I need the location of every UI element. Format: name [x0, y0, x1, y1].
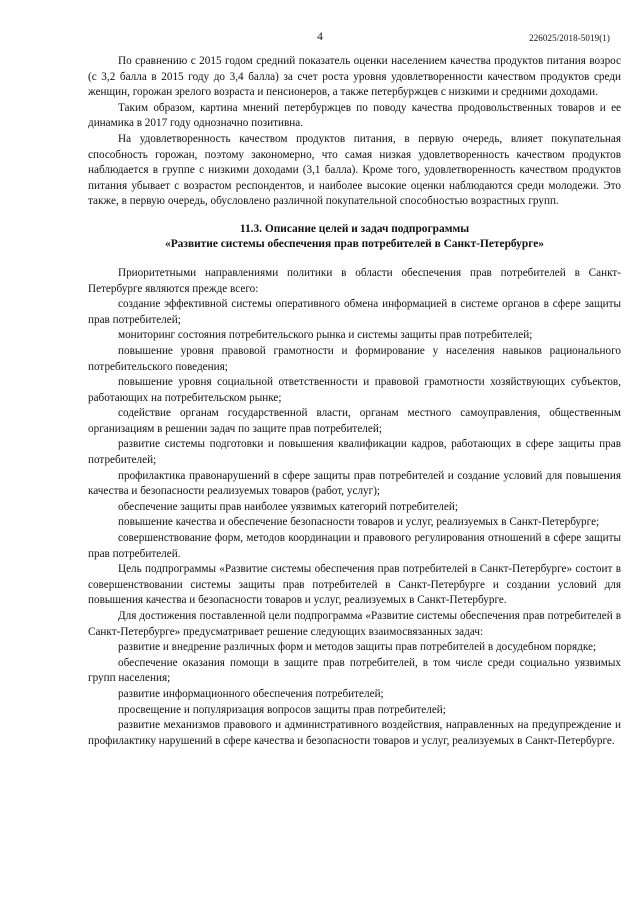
paragraph: На удовлетворенность качеством продуктов питания, в первую очередь, влияет покупательная способность горожан, поэтому закономерно, что самая низкая удовлетворенность качеством продуктов наблюдается в группе с низкими доходами (3,1 балла). Кроме того, удовлетворенность качеством продуктов питания убывает с возрастом респондентов, и наиболее высокие оценки наблюдаются среди молодежи. Это также, в первую очередь, обусловлено различной покупательной способностью возрастных групп. — [88, 132, 621, 208]
list-item: развитие и внедрение различных форм и методов защиты прав потребителей в досудебном порядке; — [118, 641, 597, 654]
list-item: обеспечение оказания помощи в защите прав потребителей, в том числе среди социально уязвимых групп населения; — [88, 656, 621, 685]
list-item: создание эффективной системы оперативного обмена информацией в системе органов в сфере защиты прав потребителей; — [88, 298, 621, 326]
paragraph: Цель подпрограммы «Развитие системы обеспечения прав потребителей в Санкт-Петербурге» состоит в совершенствовании системы защиты прав потребителей в Санкт-Петербурге и создании условий для повышения качества и безопасности товаров и услуг, реализуемых в Санкт-Петербурге. — [88, 563, 621, 607]
list-item: повышение уровня правовой грамотности и формирование у населения навыков рационального потребительского поведения; — [88, 344, 621, 373]
list-item: совершенствование форм, методов координации и правового регулирования отношений в сфере защиты прав потребителей. — [88, 532, 621, 560]
page-content — [88, 54, 621, 749]
list-item: содействие органам государственной власти, органам местного самоуправления, общественным организациям в решении задач по защите прав потребителей; — [88, 407, 621, 435]
paragraph: По сравнению с 2015 годом средний показатель оценки населением качества продуктов питания возрос (с 3,2 балла в 2015 году до 3,4 балла) за счет роста уровня удовлетворенности качеством продуктов среди женщин, горожан зрелого возраста и пенсионеров, а также петербуржцев с низкими и средними доходами. — [88, 55, 621, 99]
list-item: развитие информационного обеспечения потребителей; — [118, 687, 384, 700]
list-item: профилактика правонарушений в сфере защиты прав потребителей и создание условий для повышения качества и безопасности реализуемых товаров (работ, услуг); — [88, 469, 621, 498]
paragraph: Для достижения поставленной цели подпрограмма «Развитие системы обеспечения прав потребителей в Санкт-Петербурге» предусматривает решение следующих взаимосвязанных задач: — [88, 610, 621, 638]
paragraph: Приоритетными направлениями политики в области обеспечения прав потребителей в Санкт-Петербурге являются прежде всего: — [88, 266, 621, 295]
list-item: обеспечение защиты прав наиболее уязвимых категорий потребителей; — [118, 500, 458, 513]
list-item: повышение качества и обеспечение безопасности товаров и услуг, реализуемых в Санкт-Петербурге; — [118, 516, 600, 529]
list-item: развитие механизмов правового и административного воздействия, направленных на предупреждение и профилактику нарушений в сфере качества и безопасности товаров и услуг, реализуемых в Санкт-Петербурге. — [88, 719, 621, 747]
page-number: 4 — [317, 31, 323, 43]
section-heading: 11.3. Описание целей и задач подпрограммы — [239, 222, 470, 235]
section-subheading: «Развитие системы обеспечения прав потребителей в Санкт-Петербурге» — [165, 237, 544, 250]
list-item: развитие системы подготовки и повышения квалификации кадров, работающих в сфере защиты прав потребителей; — [88, 438, 621, 467]
list-item: повышение уровня социальной ответственности и правовой грамотности хозяйствующих субъектов, работающих на потребительском рынке; — [88, 376, 621, 404]
list-item: мониторинг состояния потребительского рынка и системы защиты прав потребителей; — [118, 329, 533, 342]
document-id: 226025/2018-5019(1) — [529, 33, 610, 43]
list-item: просвещение и популяризация вопросов защиты прав потребителей; — [118, 703, 446, 716]
paragraph: Таким образом, картина мнений петербуржцев по поводу качества продовольственных товаров и ее динамика в 2017 году однозначно позитивна. — [88, 101, 621, 130]
spacer — [88, 252, 621, 266]
